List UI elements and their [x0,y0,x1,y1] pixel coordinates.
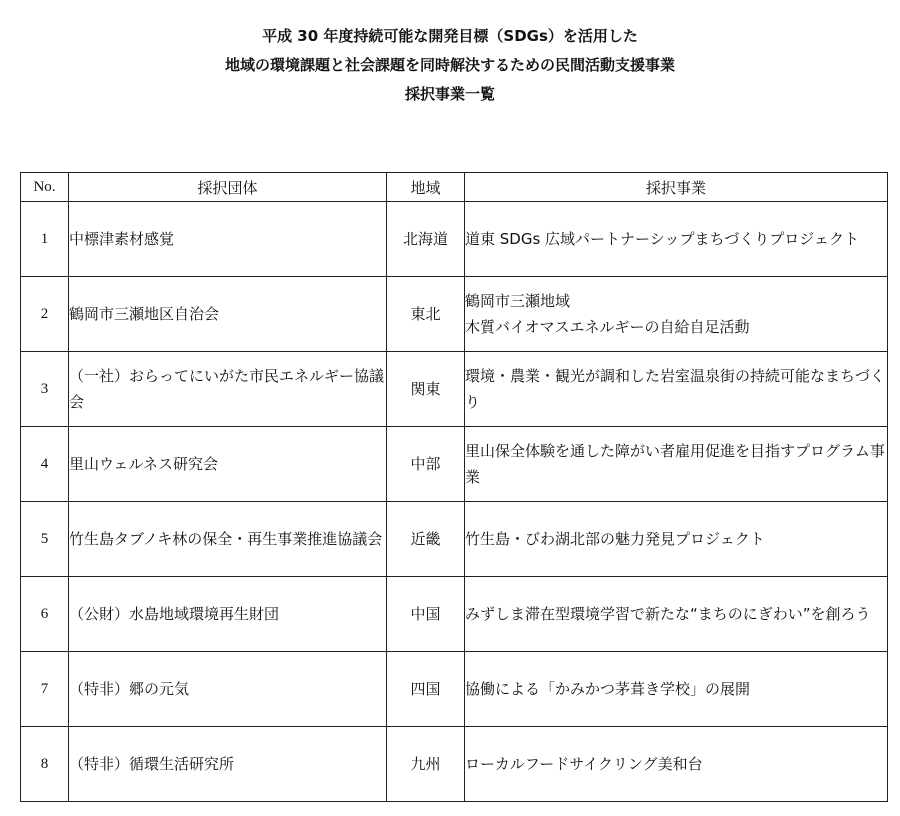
row-no: 4 [21,427,69,502]
table-row [21,427,888,502]
row-no: 3 [21,352,69,427]
row-organization: 竹生島タブノキ林の保全・再生事業推進協議会 [69,502,387,577]
row-project: 道東 SDGs 広域パートナーシップまちづくりプロジェクト [465,202,888,277]
row-organization: （特非）郷の元気 [69,652,387,727]
row-project: ローカルフードサイクリング美和台 [465,727,888,802]
row-region: 北海道 [387,202,465,277]
selected-projects-table [20,172,888,802]
table-row [21,202,888,277]
table-row [21,352,888,427]
header-organization: 採択団体 [69,173,387,202]
table-header-row [21,173,888,202]
table-row [21,577,888,652]
row-region: 中部 [387,427,465,502]
row-no: 5 [21,502,69,577]
table-row [21,727,888,802]
row-project-line-2: 木質バイオマスエネルギーの自給自足活動 [465,318,750,336]
row-project: 協働による「かみかつ茅葺き学校」の展開 [465,652,888,727]
table-row [21,652,888,727]
row-project: 里山保全体験を通した障がい者雇用促進を目指すプログラム事業 [465,427,888,502]
row-region: 東北 [387,277,465,352]
header-region: 地域 [387,173,465,202]
row-region: 九州 [387,727,465,802]
row-no: 8 [21,727,69,802]
table-row [21,502,888,577]
row-project [465,277,888,352]
document-title [0,22,900,109]
table-row [21,277,888,352]
row-project: みずしま滞在型環境学習で新たな“まちのにぎわい”を創ろう [465,577,888,652]
row-no: 1 [21,202,69,277]
row-region: 中国 [387,577,465,652]
title-line-1: 平成 30 年度持続可能な開発目標（SDGs）を活用した [262,27,638,45]
title-line-3: 採択事業一覧 [404,85,495,103]
row-no: 2 [21,277,69,352]
title-line-2: 地域の環境課題と社会課題を同時解決するための民間活動支援事業 [224,56,675,74]
row-organization: 鶴岡市三瀬地区自治会 [69,277,387,352]
header-no: No. [21,173,69,202]
row-no: 7 [21,652,69,727]
header-project: 採択事業 [465,173,888,202]
row-project: 環境・農業・観光が調和した岩室温泉街の持続可能なまちづくり [465,352,888,427]
row-organization: 中標津素材感覚 [69,202,387,277]
row-no: 6 [21,577,69,652]
row-organization: （特非）循環生活研究所 [69,727,387,802]
row-project-line-1: 鶴岡市三瀬地域 [465,292,571,310]
row-organization: 里山ウェルネス研究会 [69,427,387,502]
row-region: 関東 [387,352,465,427]
row-organization: （公財）水島地域環境再生財団 [69,577,387,652]
row-project: 竹生島・びわ湖北部の魅力発見プロジェクト [465,502,888,577]
row-region: 四国 [387,652,465,727]
row-region: 近畿 [387,502,465,577]
row-organization: （一社）おらってにいがた市民エネルギー協議会 [69,352,387,427]
